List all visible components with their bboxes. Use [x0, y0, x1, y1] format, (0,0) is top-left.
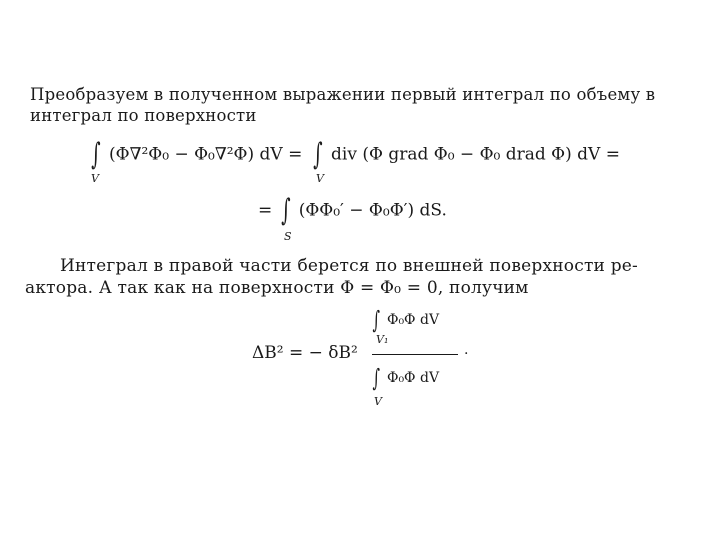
- equation1-line2-text: (ΦΦ₀′ − Φ₀Φ′) dS.: [298, 200, 447, 221]
- equation2-numerator-text: Φ₀Φ dV: [386, 312, 440, 328]
- paragraph1-line1: Преобразуем в полученном выражении первый интеграл по объему в: [30, 85, 656, 104]
- equation1-line2-prefix: =: [258, 200, 273, 221]
- integral-sign: ∫: [372, 364, 381, 392]
- fraction-bar: [372, 354, 458, 355]
- equation2-numerator-domain: V₁: [376, 333, 389, 346]
- equation2-denominator: [370, 366, 439, 390]
- equation1-lhs-domain: V: [91, 172, 99, 185]
- equation1-line2: [258, 193, 447, 228]
- integral-sign: ∫: [313, 137, 323, 172]
- equation2-denominator-text: Φ₀Φ dV: [386, 370, 440, 386]
- integral-sign: ∫: [280, 193, 291, 228]
- paragraph2-line2: актора. А так как на поверхности Φ = Φ₀ = 0, получим: [25, 278, 529, 298]
- equation1-line2-domain: S: [284, 230, 292, 243]
- equation2-denominator-domain: V: [374, 395, 382, 408]
- equation1-lhs: [88, 137, 303, 172]
- equation2-numerator: [370, 308, 439, 332]
- paragraph2-line1: Интеграл в правой части берется по внешней поверхности ре-: [60, 256, 638, 276]
- equation1-rhs: [310, 137, 620, 172]
- equation1-rhs-text: div (Φ grad Φ₀ − Φ₀ drad Φ) dV =: [331, 144, 620, 165]
- equation2-lhs: ΔB² = − δB²: [252, 343, 358, 363]
- equation2-end: .: [464, 342, 469, 358]
- equation1-lhs-text: (Φ∇²Φ₀ − Φ₀∇²Φ) dV =: [109, 144, 303, 165]
- equation1-rhs-domain: V: [316, 172, 324, 185]
- integral-sign: ∫: [91, 137, 101, 172]
- paragraph1-line2: интеграл по поверхности: [30, 106, 257, 125]
- integral-sign: ∫: [372, 306, 381, 334]
